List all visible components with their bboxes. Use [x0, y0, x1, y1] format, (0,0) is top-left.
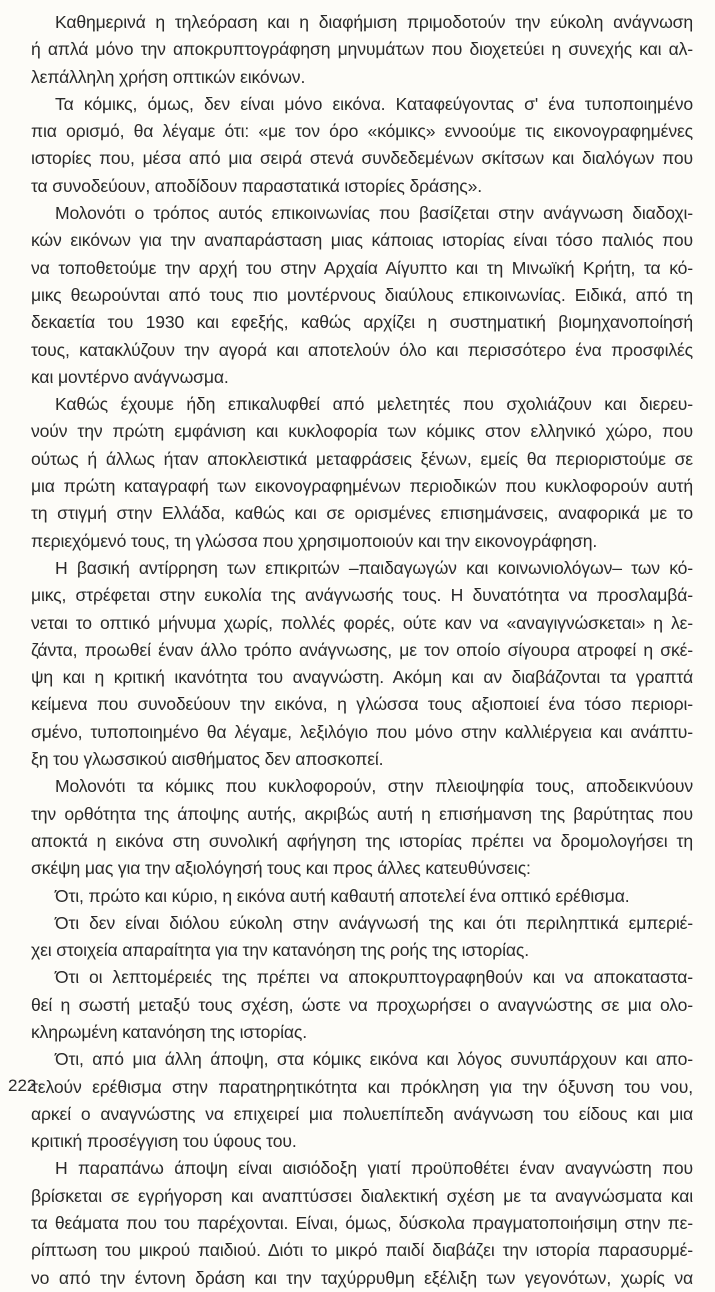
text-line: αρκεί ο αναγνώστης να επιχειρεί μια πολυεπίπεδη ανάγνωση του είδους και μια: [31, 1103, 693, 1124]
text-line: πια ορισμό, θα λέγαμε ότι: «με τον όρο «κόμικς» εννοούμε τις εικονογραφημένες: [31, 121, 693, 142]
text-line: Ότι, από μια άλλη άποψη, στα κόμικς εικόνα και λόγος συνυπάρχουν και απο-: [55, 1049, 693, 1070]
text-line: ψη και η κριτική ικανότητα του αναγνώστη. Ακόμη και αν διαβάζονται τα γραπτά: [31, 667, 693, 688]
text-line: κληρωμένη κατανόηση της ιστορίας.: [31, 1021, 307, 1042]
text-line: Τα κόμικς, όμως, δεν είναι μόνο εικόνα. Καταφεύγοντας σ' ένα τυποποιημένο: [55, 93, 693, 114]
text-line: μια πρώτη καταγραφή των εικονογραφημένων περιοδικών που κυκλοφορούν αυτή: [31, 476, 693, 497]
paragraph: [31, 91, 693, 200]
page-number: 222: [8, 1076, 37, 1095]
text-line: αποκτά η εικόνα στη συνολική αφήγηση της ιστορίας πρέπει να δρομολογήσει τη: [31, 830, 693, 851]
text-line: Η βασική αντίρρηση των επικριτών –παιδαγωγών και κοινωνιολόγων– των κό-: [55, 557, 693, 578]
text-line: Ότι δεν είναι διόλου εύκολη στην ανάγνωσή της και ότι περιληπτικά εμπεριέ-: [55, 912, 693, 933]
text-line: τους, κατακλύζουν την αγορά και αποτελούν όλο και περισσότερο ένα προσφιλές: [31, 339, 693, 360]
text-line: κριτική προσέγγιση του ύφους του.: [31, 1131, 297, 1152]
text-line: Η παραπάνω άποψη είναι αισιόδοξη γιατί προϋποθέτει έναν αναγνώστη που: [55, 1158, 693, 1179]
paragraph: [31, 1155, 693, 1291]
paragraph: [31, 391, 693, 555]
text-line: κείμενα που συνοδεύουν την εικόνα, η γλώσσα τους αξιοποιεί ένα τόσο περιορι-: [31, 694, 693, 715]
text-line: και μοντέρνο ανάγνωσμα.: [31, 366, 229, 387]
text-line: κών εικόνων για την αναπαράσταση μιας κάποιας ιστορίας είναι τόσο παλιός που: [31, 230, 693, 251]
paragraph: [31, 883, 693, 910]
text-line: περιεχόμενό τους, τη γλώσσα που χρησιμοποιούν και την εικονογράφηση.: [31, 530, 598, 551]
text-line: δεκαετία του 1930 και εφεξής, καθώς αρχίζει η συστηματική βιομηχανοποίησή: [31, 312, 693, 333]
text-line: νούν την πρώτη εμφάνιση και κυκλοφορία των κόμικς στον ελληνικό χώρο, που: [31, 421, 693, 442]
text-line: Μολονότι ο τρόπος αυτός επικοινωνίας που βασίζεται στην ανάγνωση διαδοχι-: [55, 203, 693, 224]
paragraph: [31, 773, 693, 882]
text-line: Καθώς έχουμε ήδη επικαλυφθεί από μελετητές που σχολιάζουν και διερευ-: [55, 394, 693, 415]
text-line: ζάντα, προωθεί έναν άλλο τρόπο ανάγνωσης, με τον οποίο σίγουρα ατροφεί η σκέ-: [31, 639, 693, 660]
text-line: σμένο, τυποποιημένο θα λέγαμε, λεξιλόγιο που μόνο στην καλλιέργεια και ανάπτυ-: [31, 721, 693, 742]
paragraph: [31, 910, 693, 965]
text-line: χει στοιχεία απαραίτητα για την κατανόηση της ροής της ιστορίας.: [31, 940, 529, 961]
paragraph: [31, 555, 693, 773]
text-line: βρίσκεται σε εγρήγορση και αναπτύσσει διαλεκτική σχέση με τα αναγνώσματα και: [31, 1185, 693, 1206]
text-line: ιστορίες που, μέσα από μια σειρά στενά συνδεδεμένων σκίτσων και διαλόγων που: [31, 148, 693, 169]
text-line: ούτως ή άλλως ήταν αποκλειστικά μεταφράσεις ξένων, εμείς θα περιοριστούμε σε: [31, 448, 693, 469]
text-line: Μολονότι τα κόμικς που κυκλοφορούν, στην πλειοψηφία τους, αποδεικνύουν: [55, 776, 693, 797]
text-line: ή απλά μόνο την αποκρυπτογράφηση μηνυμάτων που διοχετεύει η συνεχής και αλ-: [31, 39, 693, 60]
paragraph: [31, 964, 693, 1046]
text-line: μικς, στρέφεται στην ευκολία της ανάγνωσής τους. Η δυνατότητα να προσλαμβά-: [31, 585, 693, 606]
text-line: Ότι οι λεπτομέρειές της πρέπει να αποκρυπτογραφηθούν και να αποκαταστα-: [55, 967, 693, 988]
paragraph: [31, 200, 693, 391]
text-line: τα θεάματα που του παρέχονται. Είναι, όμως, δύσκολα πραγματοποιήσιμη στην πε-: [31, 1213, 693, 1234]
text-line: τη στιγμή στην Ελλάδα, καθώς και σε ορισμένες επισημάνσεις, αναφορικά με το: [31, 503, 693, 524]
text-line: ξη του γλωσσικού αισθήματος δεν αποσκοπεί.: [31, 749, 384, 770]
paragraph: [31, 9, 693, 91]
text-line: λεπάλληλη χρήση οπτικών εικόνων.: [31, 66, 306, 87]
text-line: Ότι, πρώτο και κύριο, η εικόνα αυτή καθαυτή αποτελεί ένα οπτικό ερέθισμα.: [55, 885, 630, 906]
text-line: ρίπτωση του μικρού παιδιού. Διότι το μικρό παιδί διαβάζει την ιστορία παρασυρμέ-: [31, 1240, 693, 1261]
text-line: Καθημερινά η τηλεόραση και η διαφήμιση πριμοδοτούν την εύκολη ανάγνωση: [55, 12, 693, 32]
text-line: τα συνοδεύουν, αποδίδουν παραστατικά ιστορίες δράσης».: [31, 175, 483, 196]
text-line: τελούν ερέθισμα στην παρατηρητικότητα και πρόκληση για την όξυνση του νου,: [31, 1076, 693, 1097]
text-line: νο από την έντονη δράση και την ταχύρρυθμη εξέλιξη των γεγονότων, χωρίς να: [31, 1267, 693, 1288]
text-line: σκέψη μας για την αξιολόγησή τους και προς άλλες κατευθύνσεις:: [31, 858, 531, 879]
text-line: νεται το οπτικό μήνυμα χωρίς, πολλές φορές, ούτε καν να «αναγιγνώσκεται» η λε-: [31, 612, 693, 633]
text-line: μικς θεωρούνται από τους πιο μοντέρνους διαύλους επικοινωνίας. Ειδικά, από τη: [31, 284, 693, 305]
text-line: να τοποθετούμε την αρχή του στην Αρχαία Αίγυπτο και τη Μινωϊκή Κρήτη, τα κό-: [31, 257, 693, 278]
text-line: την ορθότητα της άποψης αυτής, ακριβώς αυτή η επισήμανση της βαρύτητας που: [31, 803, 693, 824]
paragraph: [31, 1046, 693, 1155]
text-line: θεί η σωστή μεταξύ τους σχέση, ώστε να προχωρήσει ο αναγνώστης σε μια ολο-: [31, 994, 693, 1015]
